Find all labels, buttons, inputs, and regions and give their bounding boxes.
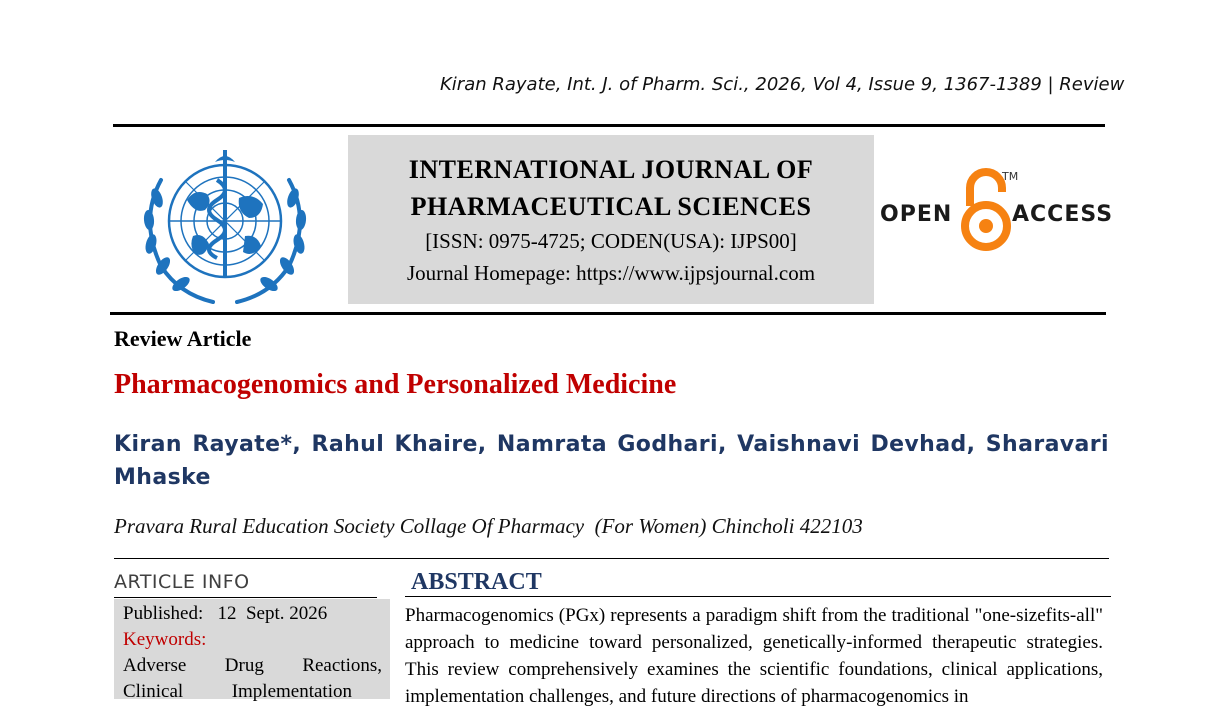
article-info-box <box>114 599 390 702</box>
published-date: 12 Sept. 2026 <box>217 603 328 624</box>
open-access-logo <box>880 166 1114 252</box>
journal-issn: [ISSN: 0975-4725; CODEN(USA): IJPS00] <box>425 229 797 253</box>
open-access-open-text: OPEN <box>880 202 953 227</box>
article-info-heading: ARTICLE INFO <box>114 571 250 593</box>
abstract-text: Pharmacogenomics (PGx) represents a paradigm shift from the traditional "one-sizefits-all" approach to medicine toward personalized, genetically-informed therapeutic strategies. This review comprehensively examines the scientific foundations, clinical applications, implementation challenges, and future directions of pharmacogenomics in <box>405 605 1103 707</box>
journal-homepage-link[interactable]: Journal Homepage: https://www.ijpsjournal.com <box>406 261 816 285</box>
globe-caduceus-logo <box>127 140 323 306</box>
header-top-rule <box>113 124 1105 127</box>
open-access-tm: TM <box>1002 170 1019 183</box>
keyword-word: Adverse <box>123 655 187 676</box>
header-bottom-rule <box>110 312 1106 315</box>
keyword-word: Reactions, <box>302 655 382 676</box>
published-label: Published: <box>123 603 204 624</box>
published-row <box>123 601 382 627</box>
article-type: Review Article <box>114 326 252 351</box>
keywords-label: Keywords: <box>123 629 207 650</box>
article-info-rule <box>114 597 377 598</box>
keywords-line <box>123 679 382 705</box>
journal-masthead <box>348 135 874 304</box>
keyword-word: Clinical <box>123 681 184 702</box>
section-divider <box>114 558 1109 559</box>
open-access-access-text: ACCESS <box>1012 202 1114 227</box>
article-title: Pharmacogenomics and Personalized Medicine <box>114 369 677 400</box>
keyword-word: Drug <box>224 655 264 676</box>
journal-name-line1: INTERNATIONAL JOURNAL OF <box>408 155 814 184</box>
article-authors: Kiran Rayate*, Rahul Khaire, Namrata Godhari, Vaishnavi Devhad, Sharavari Mhaske <box>114 432 1109 490</box>
citation-header: Kiran Rayate, Int. J. of Pharm. Sci., 2026, Vol 4, Issue 9, 1367-1389 | Review <box>440 74 1125 95</box>
author-affiliation: Pravara Rural Education Society Collage Of Pharmacy (For Women) Chincholi 422103 <box>114 514 863 538</box>
keyword-word: Implementation <box>231 681 352 702</box>
abstract-rule <box>405 596 1111 597</box>
journal-name-line2: PHARMACEUTICAL SCIENCES <box>410 192 812 221</box>
keywords-line <box>123 653 382 679</box>
abstract-heading: ABSTRACT <box>411 569 542 595</box>
